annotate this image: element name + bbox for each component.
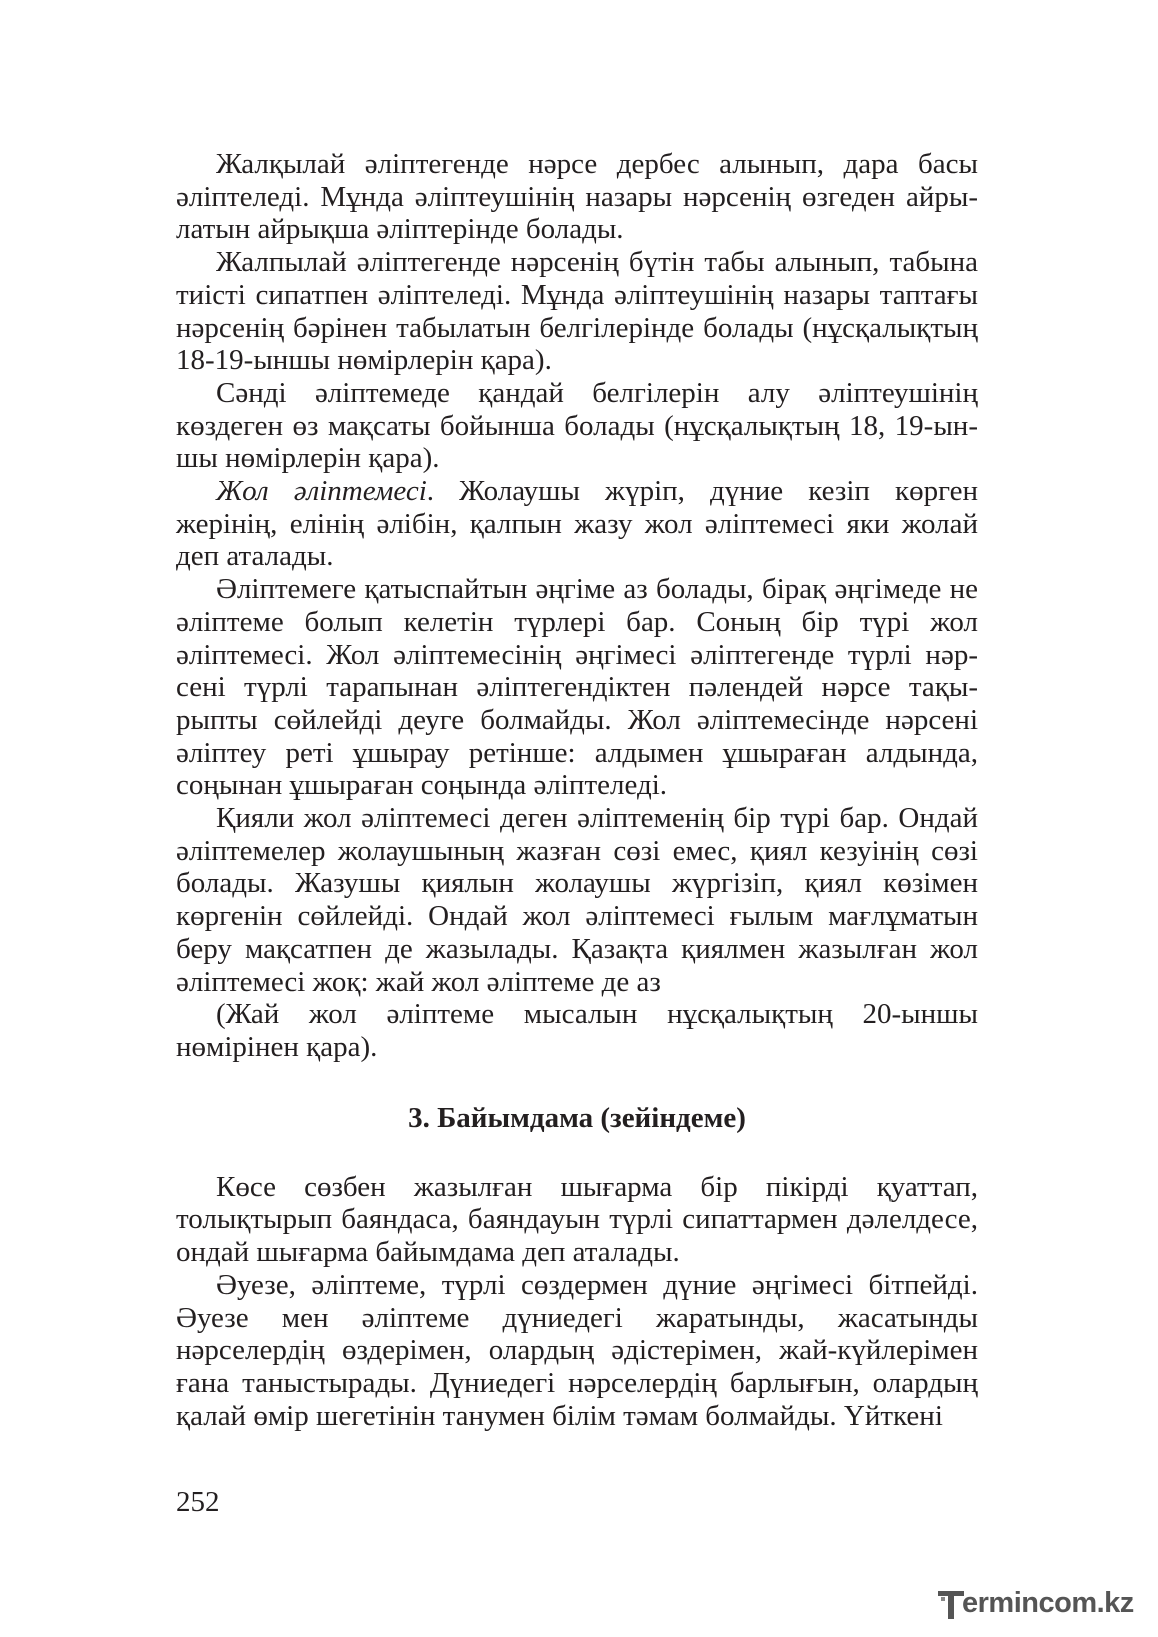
paragraph-3-text: Сәнді әліптемеде қандай белгілерін алу әліптеушінің көздеген өз мақсаты бойынша болады (нұсқалықтың 18, 19-ыншы нөмірлерін қара). [176,376,978,475]
section-paragraph-2 [176,1269,978,1433]
watermark-text: ermincom.kz [962,1587,1134,1619]
paragraph-2-text: Жалпылай әліптегенде нәрсенің бүтін табы алынып, табына тиісті сипатпен әліптеледі. Мұнда әліптеушінің назары таптағы нәрсенің бәрінен табылатын белгілерінде болады (нұсқалықтың 18-19-ыншы нөмірлерін қара). [176,246,978,377]
paragraph-4 [176,475,978,573]
paragraph-5 [176,573,978,802]
paragraph-6-text: Қияли жол әліптемесі деген әліптеменің бір түрі бар. Ондай әліптемелер жолаушының жазған сөзі емес, қиял кезуінің сөзі болады. Жазушы қиялын жолаушы жүргізіп, қиял көзімен көргенін сөйлейді. Ондай жол әліптемесі ғылым мағлұматын беру мақсатпен де жазылады. Қазақта қиялмен жазылған жол әліптемесі жоқ: жай жол әліптеме де аз [176,802,978,998]
section-paragraph-1-text: Көсе сөзбен жазылған шығарма бір пікірді қуаттап, толықтырып баяндаса, баяндауын түрлі сипаттармен дәлелдесе, ондай шығарма байымдама деп аталады. [176,1170,978,1269]
section-heading: 3. Байымдама (зейіндеме) [408,1101,746,1134]
paragraph-4-italic-term: Жол әліптемесі [216,475,427,508]
paragraph-1-text: Жалқылай әліптегенде нәрсе дербес алынып, дара басы әліптеледі. Мұнда әліптеушінің назары нәрсенің өзгеден айрылатын айрықша әліптерінде болады. [176,148,978,246]
section-paragraph-2-text: Әуезе, әліптеме, түрлі сөздермен дүние әңгімесі бітпейді. Әуезе мен әліптеме дүниедегі жаратынды, жасатынды нәрселердің өздерімен, олардың әдістерімен, жай-күйлерімен ғана таныстырады. Дүниедегі нәрселердің барлығын, олардың қалай өмір шегетінін танумен білім тәмам болмайды. Үйткені [176,1268,978,1432]
paragraph-1 [176,148,978,246]
page-body [176,148,978,1432]
page-number: 252 [176,1486,220,1518]
paragraph-4-text: . Жолаушы жүріп, дүние кезіп көрген жерінің, елінің әлібін, қалпын жазу жол әліптемесі яки жолай деп аталады. [176,475,978,573]
paragraph-7 [176,998,978,1063]
paragraph-2 [176,246,978,377]
paragraph-5-text: Әліптемеге қатыспайтын әңгіме аз болады, бірақ әңгімеде не әліптеме болып келетін түрлері бар. Соның бір түрі жол әліптемесі. Жол әліптемесінің әңгімесі әліптегенде түрлі нәрсені түрлі тарапынан әліптегендіктен пәлендей нәрсе тақырыпты сөйлейді деуге болмайды. Жол әліптемесінде нәрсені әліптеу реті ұшырау ретінше: алдымен ұшыраған алдында, соңынан ұшыраған соңында әліптеледі. [176,573,978,802]
paragraph-7-text: (Жай жол әліптеме мысалын нұсқалықтың 20-ыншы нөмірінен қара). [176,998,978,1063]
paragraph-6 [176,802,978,998]
section-paragraph-1 [176,1171,978,1269]
paragraph-3 [176,377,978,475]
watermark [938,1585,1138,1625]
